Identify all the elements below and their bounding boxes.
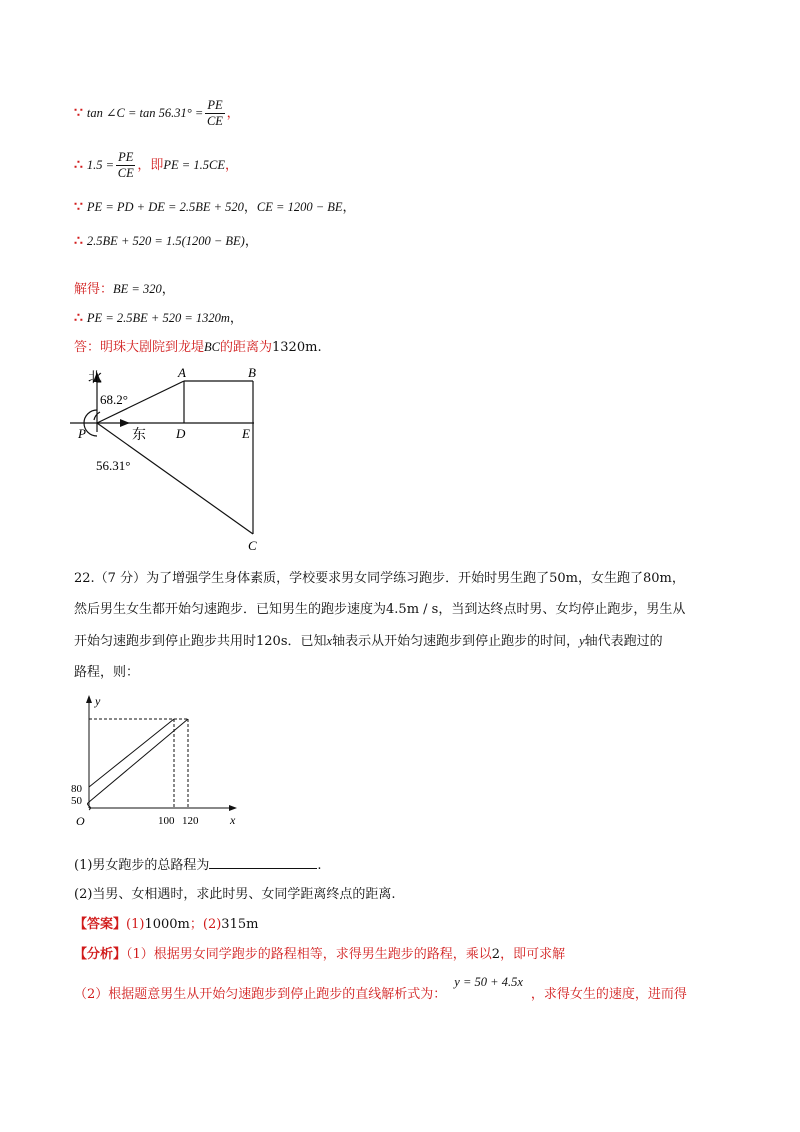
y-tick-50: 50 [71,795,82,807]
problem-line-1: 22.（7 分）为了增强学生身体素质，学校要求男女同学练习跑步．开始时男生跑了50m，女生跑了80m， [74,571,685,586]
distance-time-graph [70,692,250,830]
point-e: E [242,426,250,441]
north-label: 北 [88,371,102,386]
solution-line-2: ∴ 1.5 = $\frac{PE}{CE}$ ，即PE = 1.5CE， [74,150,238,180]
because-symbol: ∵ [74,105,83,121]
angle-bottom-label: 56.31° [96,458,131,473]
x-tick-120: 120 [182,815,199,827]
solution-answer: 答：明珠大剧院到龙堤BC的距离为1320m. [74,340,322,355]
therefore-symbol: ∴ [74,233,83,249]
male-line [89,719,188,802]
geometry-figure [70,362,270,558]
solution-line-6: ∴ PE = 2.5BE + 520 = 1320m， [74,310,243,326]
east-arrow-head [120,419,130,427]
solution-line-1: ∵ tan ∠C = tan 56.31° = $\frac{PE}{CE}$ ， [74,98,240,128]
fraction-pe-ce-2: $\frac{PE}{CE}$ [117,150,134,180]
solution-line-3: ∵ PE = PD + DE = 2.5BE + 520，CE = 1200 − BE， [74,199,356,215]
east-label: 东 [132,428,146,443]
fraction-pe-ce: $\frac{PE}{CE}$ [206,98,223,128]
because-symbol: ∵ [74,199,83,215]
origin-label: O [76,814,85,828]
x-axis-label: x [230,813,236,827]
solution-line-4: ∴ 2.5BE + 520 = 1.5(1200 − BE)， [74,233,258,249]
x-tick-100: 100 [158,815,175,827]
y-axis-label: y [95,694,101,708]
solve-label: 解得： [74,282,114,297]
line-pc [97,423,253,534]
point-d: D [176,426,186,441]
point-a: A [178,365,186,380]
problem-line-2: 然后男生女生都开始匀速跑步．已知男生的跑步速度为4.5m / s，当到达终点时男、女均停止跑步，男生从 [74,602,686,617]
angle-top-label: 68.2° [100,392,128,407]
x-arrow-head [229,805,237,811]
y-arrow-head [86,695,92,703]
answer-line: 【答案】(1)1000m；(2)315m [74,917,259,932]
analysis-line-2: （2）根据题意男生从开始匀速跑步到停止跑步的直线解析式为：y = 50 + 4.5x，求得女生的速度，进而得 [74,975,687,1002]
problem-line-4: 路程，则： [74,665,140,680]
y-tick-80: 80 [71,783,82,795]
therefore-symbol: ∴ [74,310,83,326]
tan-formula: tan ∠C = tan 56.31° = [86,106,204,120]
problem-line-3: 开始匀速跑步到停止跑步共用时120s．已知x轴表示从开始匀速跑步到停止跑步的时间，y轴代表跑过的 [74,634,663,649]
answer-blank [209,856,317,869]
point-p: P [78,426,86,441]
question-1: (1)男女跑步的总路程为 . [74,858,322,873]
analysis-line-1: 【分析】（1）根据男女同学跑步的路程相等，求得男生跑步的路程，乘以2，即可求解 [74,947,566,962]
therefore-symbol: ∴ [74,157,83,173]
point-b: B [248,365,256,380]
point-c: C [248,538,257,553]
solution-line-5: 解得：BE = 320， [74,282,175,297]
female-line [89,719,174,787]
question-2: (2)当男、女相遇时，求此时男、女同学距离终点的距离. [74,887,396,902]
